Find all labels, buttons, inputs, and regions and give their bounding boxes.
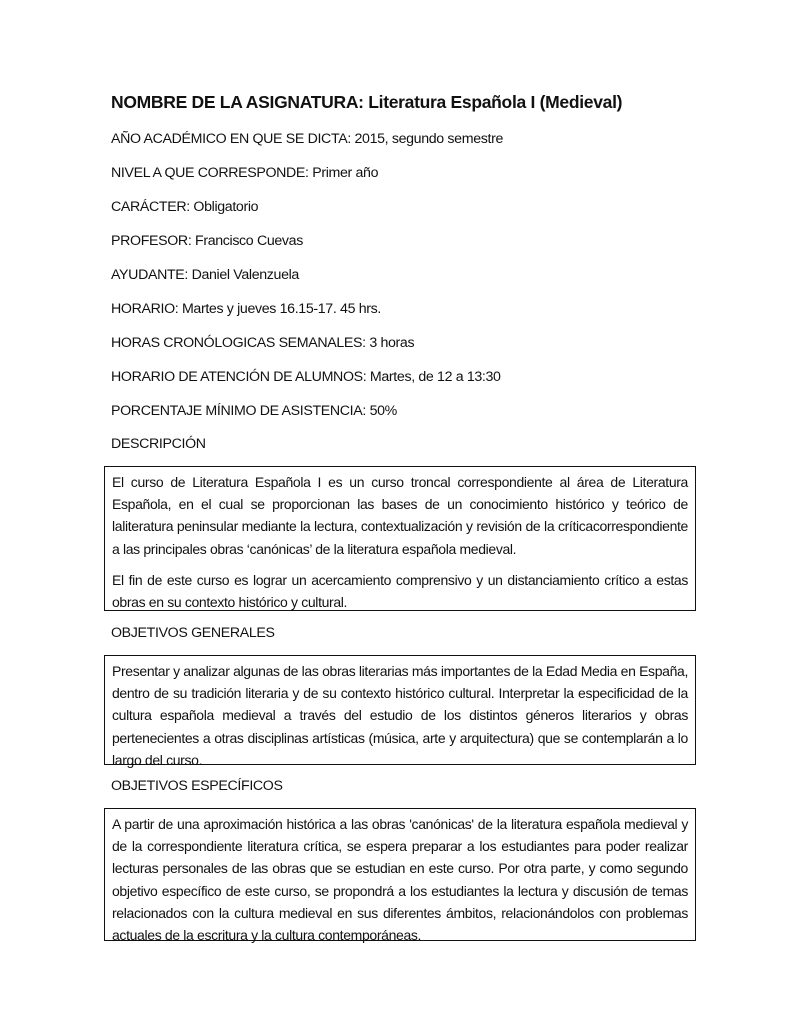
field-level: NIVEL A QUE CORRESPONDE: Primer año bbox=[111, 165, 379, 181]
field-min-attendance: PORCENTAJE MÍNIMO DE ASISTENCIA: 50% bbox=[111, 403, 397, 419]
section-heading-objetivos-generales: OBJETIVOS GENERALES bbox=[111, 625, 275, 641]
field-schedule: HORARIO: Martes y jueves 16.15-17. 45 hrs. bbox=[111, 301, 381, 317]
field-academic-year: AÑO ACADÉMICO EN QUE SE DICTA: 2015, segundo semestre bbox=[111, 131, 503, 147]
descripcion-paragraph-2: El fin de este curso es lograr un acercamiento comprensivo y un distanciamiento crítico a estas obras en su contexto histórico y cultural. bbox=[112, 571, 688, 611]
field-weekly-hours: HORAS CRONÓLOGICAS SEMANALES: 3 horas bbox=[111, 335, 415, 351]
objetivos-generales-paragraph: Presentar y analizar algunas de las obras literarias más importantes de la Edad Media en España, dentro de su tradición literaria y de su contexto histórico cultural. Interpretar la especificidad de la cultura española medieval a través del estudio de los distintos géneros literarios y obras pertenecientes a otras disciplinas artísticas (música, arte y arquitectura) que se contemplarán a lo largo del curso. bbox=[112, 663, 688, 768]
section-box-descripcion bbox=[104, 466, 696, 611]
section-box-objetivos-generales bbox=[104, 655, 696, 768]
section-box-objetivos-especificos bbox=[104, 808, 696, 944]
field-office-hours: HORARIO DE ATENCIÓN DE ALUMNOS: Martes, de 12 a 13:30 bbox=[111, 369, 501, 385]
objetivos-especificos-paragraph: A partir de una aproximación histórica a las obras 'canónicas' de la literatura española medieval y de la correspondiente literatura crítica, se espera preparar a los estudiantes para poder realizar lecturas personales de las obras que se estudian en este curso. Por otra parte, y como segundo objetivo específico de este curso, se propondrá a los estudiantes la lectura y discusión de temas relacionados con la cultura medieval en sus diferentes ámbitos, relacionándolos con problemas actuales de la escritura y la cultura contemporáneas. bbox=[112, 816, 688, 944]
descripcion-paragraph-1: El curso de Literatura Española I es un curso troncal correspondiente al área de Literatura Española, en el cual se proporcionan las bases de un conocimiento histórico y teórico de laliteratura peninsular mediante la lectura, contextualización y revisión de la críticacorrespondiente a las principales obras ‘canónicas’ de la literatura española medieval. bbox=[112, 474, 688, 557]
section-heading-descripcion: DESCRIPCIÓN bbox=[111, 436, 206, 452]
field-assistant: AYUDANTE: Daniel Valenzuela bbox=[111, 267, 299, 283]
field-professor: PROFESOR: Francisco Cuevas bbox=[111, 233, 303, 249]
course-title: NOMBRE DE LA ASIGNATURA: Literatura Española I (Medieval) bbox=[111, 92, 623, 112]
field-character: CARÁCTER: Obligatorio bbox=[111, 199, 259, 215]
section-heading-objetivos-especificos: OBJETIVOS ESPECÍFICOS bbox=[111, 778, 283, 794]
